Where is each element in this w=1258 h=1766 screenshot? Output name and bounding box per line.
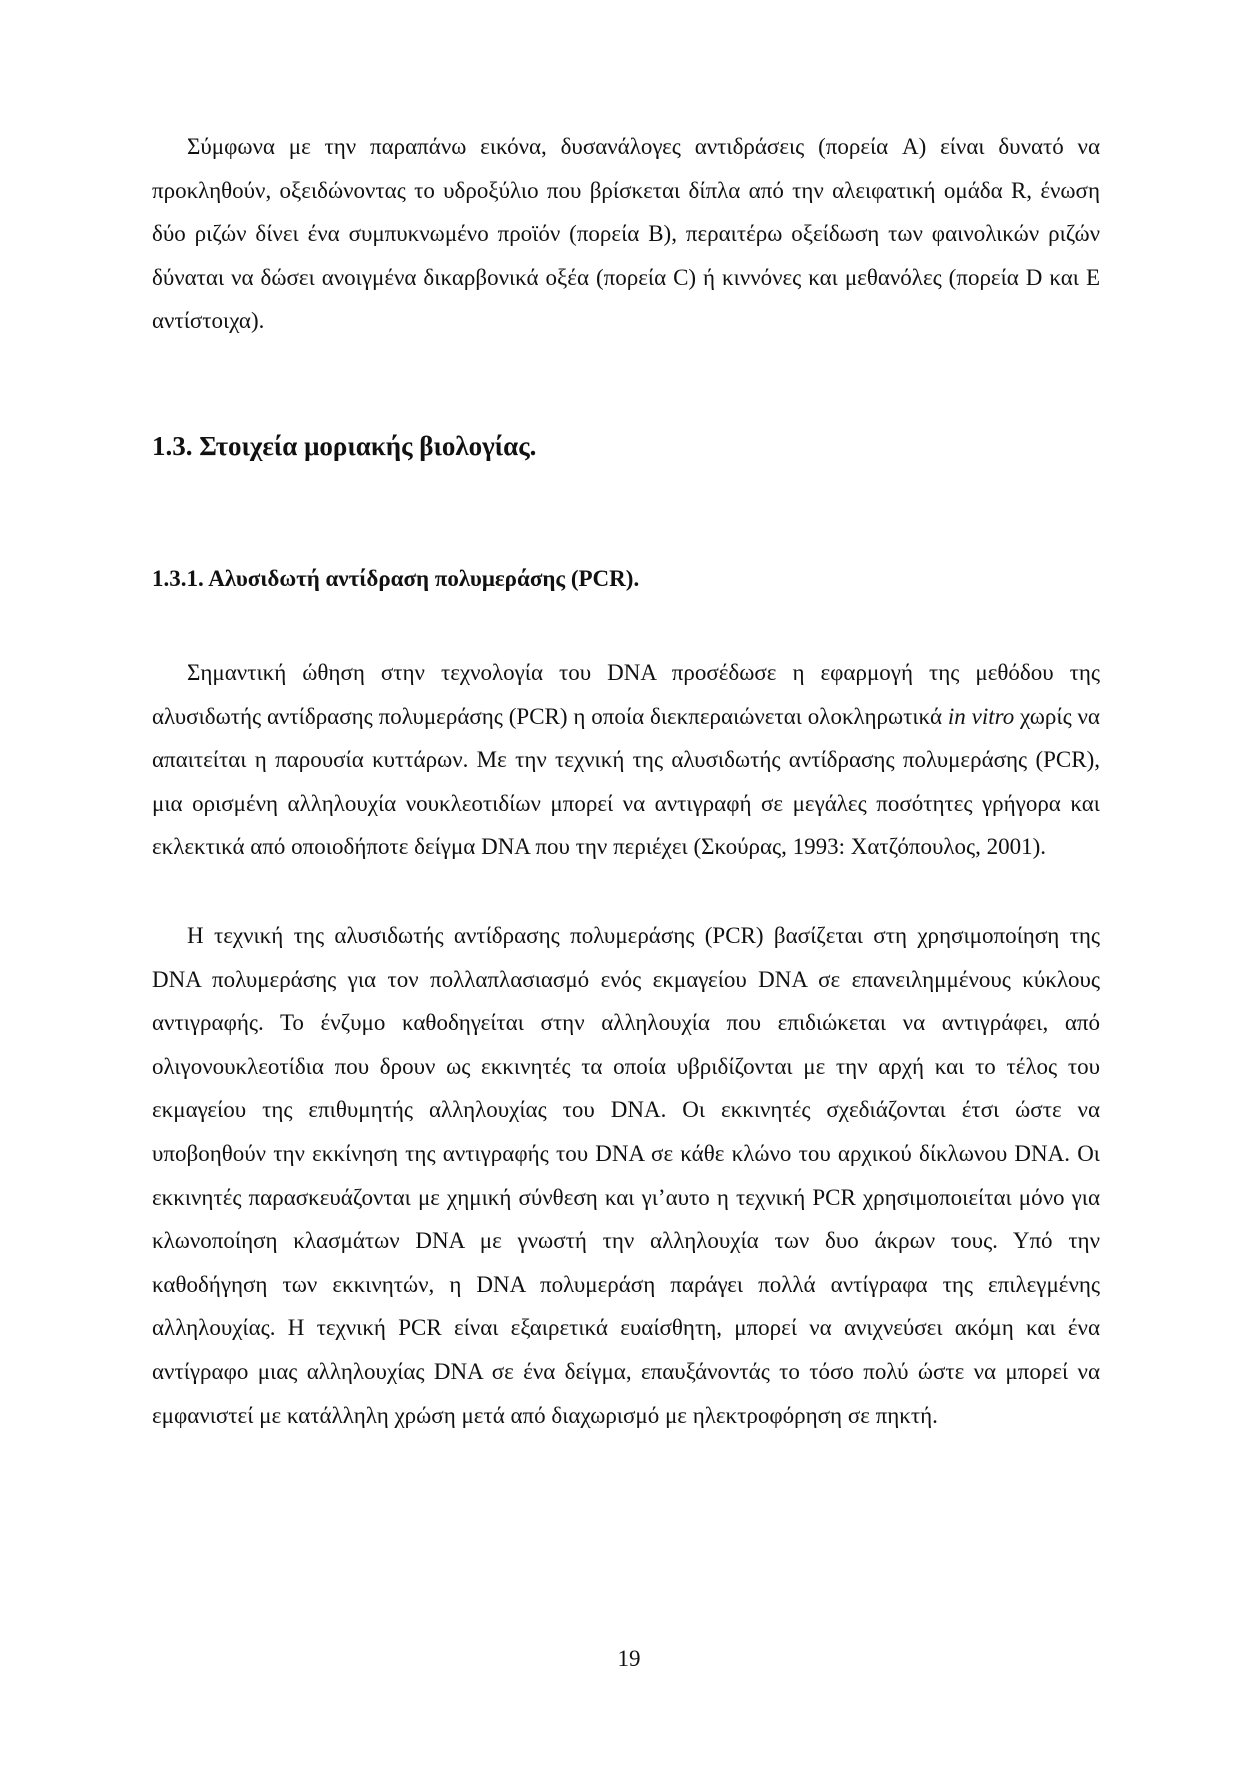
intro-paragraph: Σύμφωνα με την παραπάνω εικόνα, δυσανάλογες αντιδράσεις (πορεία A) είναι δυνατό να προκληθούν, οξειδώνοντας το υδροξύλιο που βρίσκεται δίπλα από την αλειφατική ομάδα R, ένωση δύο ριζών δίνει ένα συμπυκνωμένο προϊόν (πορεία B), περαιτέρω οξείδωση των φαινολικών ριζών δύναται να δώσει ανοιγμένα δικαρβονικά οξέα (πορεία C) ή κιννόνες και μεθανόλες (πορεία D και E αντίστοιχα). <box>152 134 1100 334</box>
pcr-paragraph-1-text-b: χωρίς να απαιτείται η παρουσία κυττάρων. Με την τεχνική της αλυσιδωτής αντίδρασης πολυμεράσης (PCR), μια ορισμένη αλληλουχία νουκλεοτιδίων μπορεί να αντιγραφή σε μεγάλες ποσότητες γρήγορα και εκλεκτικά από οποιοδήποτε δείγμα DNA που την περιέχει (Σκούρας, 1993: Χατζόπουλος, 2001). <box>152 703 1100 860</box>
pcr-paragraph-1 <box>152 651 1100 869</box>
pcr-paragraph-2: Η τεχνική της αλυσιδωτής αντίδρασης πολυμεράσης (PCR) βασίζεται στη χρησιμοποίηση της DNA πολυμεράσης για τον πολλαπλασιασμό ενός εκμαγείου DNA σε επανειλημμένους κύκλους αντιγραφής. Το ένζυμο καθοδηγείται στην αλληλουχία που επιδιώκεται να αντιγράφει, από ολιγονουκλεοτίδια που δρουν ως εκκινητές τα οποία υβριδίζονται με την αρχή και το τέλος του εκμαγείου της επιθυμητής αλληλουχίας του DNA. Οι εκκινητές σχεδιάζονται έτσι ώστε να υποβοηθούν την εκκίνηση της αντιγραφής του DNA σε κάθε κλώνο του αρχικού δίκλωνου DNA. Οι εκκινητές παρασκευάζονται με χημική σύνθεση και γι’αυτο η τεχνική PCR χρησιμοποιείται μόνο για κλωνοποίηση κλασμάτων DNA με γνωστή την αλληλουχία των δυο άκρων τους. Υπό την καθοδήγηση των εκκινητών, η DNA πολυμεράση παράγει πολλά αντίγραφα της επιλεγμένης αλληλουχίας. Η τεχνική PCR είναι εξαιρετικά ευαίσθητη, μπορεί να ανιχνεύσει ακόμη και ένα αντίγραφο μιας αλληλουχίας DNA σε ένα δείγμα, επαυξάνοντάς το τόσο πολύ ώστε να μπορεί να εμφανιστεί με κατάλληλη χρώση μετά από διαχωρισμό με ηλεκτροφόρηση σε πηκτή. <box>152 923 1100 1428</box>
subsection-heading: 1.3.1. Αλυσιδωτή αντίδραση πολυμεράσης (PCR). <box>152 566 640 591</box>
pcr-paragraph-1-text-a: Σημαντική ώθηση στην τεχνολογία του DNA προσέδωσε η εφαρμογή της μεθόδου της αλυσιδωτής αντίδρασης πολυμεράσης (PCR) η οποία διεκπεραιώνεται ολοκληρωτικά <box>152 660 1100 729</box>
in-vitro-term: in vitro <box>947 703 1015 729</box>
section-heading: 1.3. Στοιχεία μοριακής βιολογίας. <box>152 431 537 461</box>
page-number: 19 <box>617 1646 641 1671</box>
